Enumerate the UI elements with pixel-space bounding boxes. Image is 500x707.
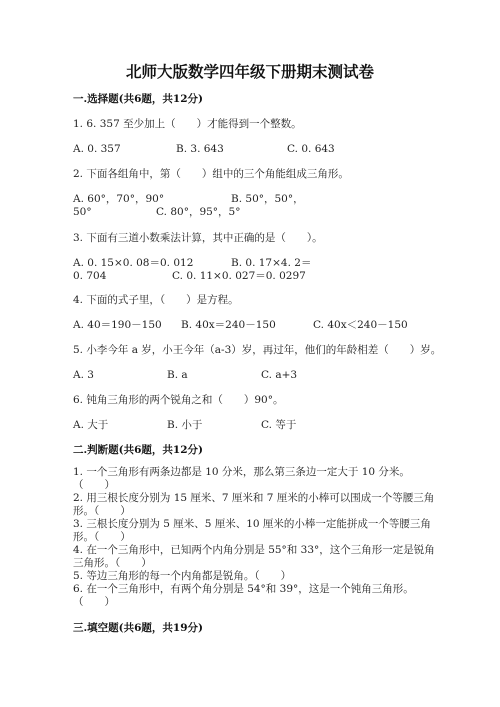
question-stem: 3. 下面有三道小数乘法计算，其中正确的是（ ）。 bbox=[73, 232, 323, 244]
option-a: A. 0. 357 bbox=[73, 143, 121, 155]
question-line-continued: 三角形。（ ） bbox=[73, 557, 152, 569]
question-stem: 2. 下面各组角中，第（ ）组中的三个角能组成三角形。 bbox=[73, 168, 349, 180]
option-b: B. 0. 17×4. 2＝ bbox=[231, 257, 312, 269]
question-stem: 4. 下面的式子里，（ ）是方程。 bbox=[73, 294, 239, 306]
option-c: C. 40x＜240－150 bbox=[313, 319, 408, 331]
option-b-continued: 0. 704 bbox=[73, 270, 107, 282]
question-stem: 6. 钝角三角形的两个锐角之和（ ）90°。 bbox=[73, 394, 284, 406]
section-heading-judgment: 二.判断题(共6题，共12分) bbox=[73, 444, 204, 456]
option-a: A. 40＝190－150 bbox=[73, 319, 162, 331]
question-line-continued: 形。（ ） bbox=[73, 505, 131, 517]
question-line: 2. 用三根长度分别为 15 厘米、7 厘米和 7 厘米的小棒可以围成一个等腰三角 bbox=[73, 492, 435, 504]
question-line-continued: （ ） bbox=[73, 596, 115, 608]
option-c: C. 等于 bbox=[261, 419, 297, 431]
question-line-continued: 形。（ ） bbox=[73, 531, 131, 543]
option-c: C. 0. 643 bbox=[287, 143, 335, 155]
question-line: 1. 一个三角形有两条边都是 10 分米，那么第三条边一定大于 10 分米。 bbox=[73, 466, 410, 478]
option-c: C. a+3 bbox=[261, 369, 298, 381]
question-stem: 1. 6. 357 至少加上（ ）才能得到一个整数。 bbox=[73, 118, 302, 130]
option-b-continued: 50° bbox=[73, 206, 92, 218]
question-line: 4. 在一个三角形中，已知两个内角分别是 55°和 33°，这个三角形一定是锐角 bbox=[73, 544, 435, 556]
section-heading-fill-in: 三.填空题(共6题，共19分) bbox=[73, 622, 204, 634]
option-b: B. 40x＝240－150 bbox=[181, 319, 276, 331]
question-line: 3. 三根长度分别为 5 厘米、5 厘米、10 厘米的小棒一定能拼成一个等腰三角 bbox=[73, 518, 431, 530]
option-a: A. 大于 bbox=[73, 419, 109, 431]
option-a: A. 60°，70°，90° bbox=[73, 193, 165, 205]
option-b: B. 3. 643 bbox=[176, 143, 224, 155]
option-b: B. a bbox=[167, 369, 188, 381]
question-line: 5. 等边三角形的每一个内角都是锐角。（ ） bbox=[73, 570, 292, 582]
option-a: A. 0. 15×0. 08＝0. 012 bbox=[73, 257, 194, 269]
option-c: C. 80°，95°，5° bbox=[156, 206, 241, 218]
option-a: A. 3 bbox=[73, 369, 94, 381]
question-line: 6. 在一个三角形中，有两个角分别是 54°和 39°，这是一个钝角三角形。 bbox=[73, 583, 414, 595]
question-stem: 5. 小李今年 a 岁，小王今年（a-3）岁，再过年，他们的年龄相差（ ）岁。 bbox=[73, 344, 442, 356]
option-c: C. 0. 11×0. 027＝0. 0297 bbox=[172, 270, 306, 282]
option-b: B. 小于 bbox=[167, 419, 203, 431]
section-heading-choice: 一.选择题(共6题，共12分) bbox=[73, 93, 204, 105]
page-title: 北师大版数学四年级下册期末测试卷 bbox=[125, 62, 374, 81]
option-b: B. 50°，50°， bbox=[231, 193, 304, 205]
question-line-continued: （ ） bbox=[73, 479, 115, 491]
